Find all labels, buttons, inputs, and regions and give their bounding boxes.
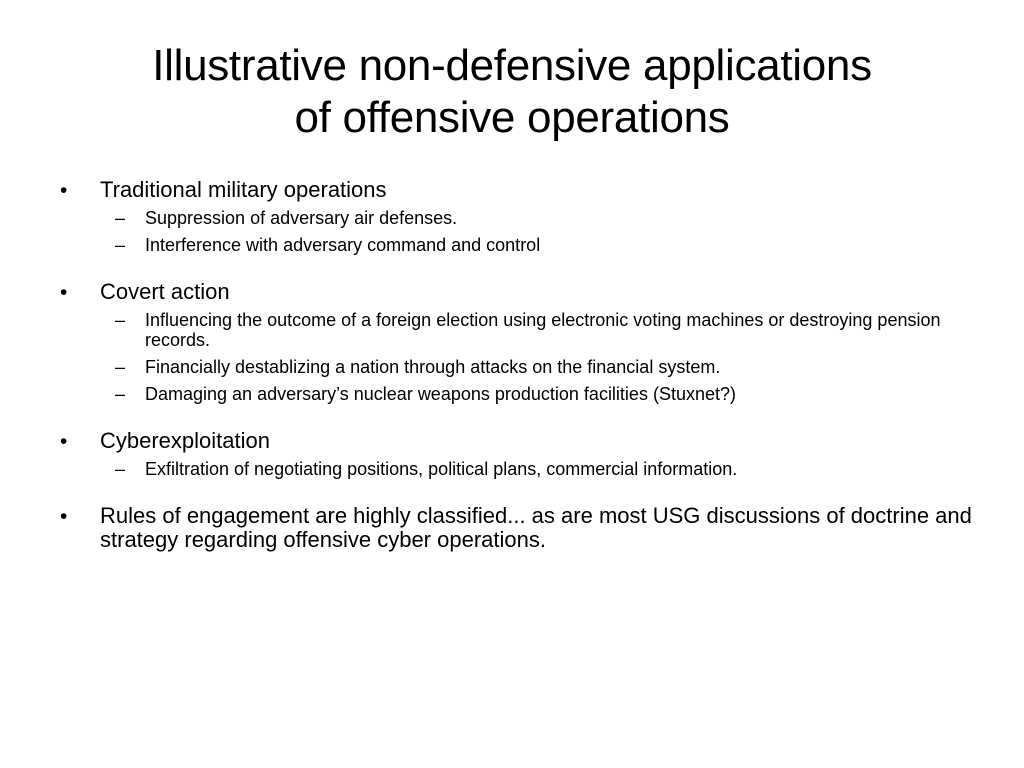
sub-bullet-item xyxy=(100,459,980,479)
slide-title xyxy=(40,40,984,144)
sub-bullet-text: Interference with adversary command and control xyxy=(145,235,541,255)
sub-bullet-item xyxy=(100,384,980,404)
slide-title-line: of offensive operations xyxy=(294,93,730,142)
sub-bullet-glyph: – xyxy=(115,384,126,404)
sub-bullet-text: Damaging an adversary’s nuclear weapons production facilities (Stuxnet?) xyxy=(145,384,736,404)
sub-bullet-item xyxy=(100,235,980,255)
bullet-item xyxy=(60,429,980,479)
sub-bullet-text: Exfiltration of negotiating positions, political plans, commercial information. xyxy=(145,459,738,479)
sub-bullet-item xyxy=(100,208,980,228)
bullet-list xyxy=(60,178,980,552)
sub-bullet-text: Suppression of adversary air defenses. xyxy=(145,208,458,228)
bullet-item xyxy=(60,504,980,552)
sub-bullet-text: Influencing the outcome of a foreign election using electronic voting machines or destroying pension records. xyxy=(145,310,941,350)
bullet-text: Cyberexploitation xyxy=(100,428,270,453)
sub-bullet-glyph: – xyxy=(115,459,126,479)
bullet-glyph: • xyxy=(60,505,68,528)
bullet-item xyxy=(60,178,980,255)
sub-bullet-list xyxy=(100,310,980,404)
bullet-glyph: • xyxy=(60,179,68,202)
bullet-text: Rules of engagement are highly classified... as are most USG discussions of doctrine and strategy regarding offensive cyber operations. xyxy=(100,503,972,552)
bullet-glyph: • xyxy=(60,430,68,453)
bullet-glyph: • xyxy=(60,281,68,304)
sub-bullet-text: Financially destablizing a nation through attacks on the financial system. xyxy=(145,357,721,377)
bullet-text: Covert action xyxy=(100,279,230,304)
sub-bullet-list xyxy=(100,459,980,479)
slide-title-line: Illustrative non-defensive applications xyxy=(152,41,872,90)
sub-bullet-glyph: – xyxy=(115,235,126,255)
sub-bullet-item xyxy=(100,357,980,377)
sub-bullet-glyph: – xyxy=(115,310,126,330)
sub-bullet-glyph: – xyxy=(115,208,126,228)
bullet-text: Traditional military operations xyxy=(100,177,387,202)
bullet-item xyxy=(60,280,980,404)
sub-bullet-glyph: – xyxy=(115,357,126,377)
sub-bullet-list xyxy=(100,208,980,255)
sub-bullet-item xyxy=(100,310,980,350)
